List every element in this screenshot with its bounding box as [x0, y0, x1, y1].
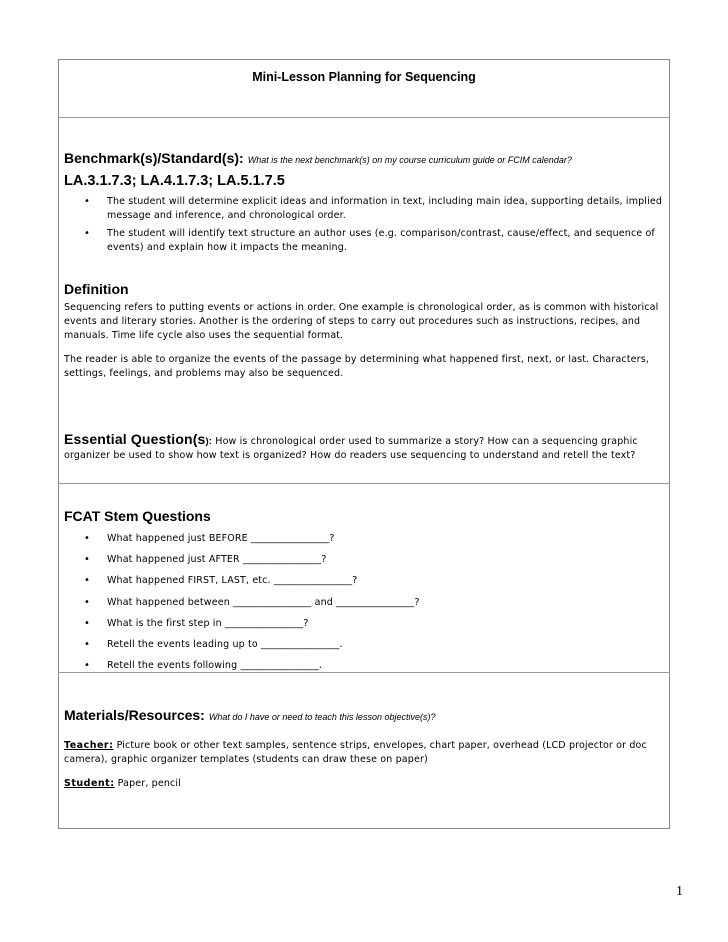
fcat-heading: FCAT Stem Questions [64, 508, 211, 524]
divider-title [58, 117, 670, 118]
list-item: • The student will identify text structure an author uses (e.g. comparison/contrast, cause/effect, and sequence of events) and explain how it impacts the meaning. [84, 228, 655, 253]
teacher-label: Teacher: [64, 740, 114, 751]
list-item: • What happened between ________________ and ________________? [84, 596, 420, 608]
bullet-icon: • [84, 638, 91, 650]
divider-essential [58, 483, 670, 484]
bullet-icon: • [84, 533, 91, 544]
student-materials [64, 777, 668, 791]
list-item: • What happened FIRST, LAST, etc. ________________? [84, 575, 358, 587]
essential-heading: Essential Question(s [64, 431, 206, 447]
essential-text: How is chronological order used to summarize a story? How can a sequencing graphic organizer be used to show how text is organized? How do readers use sequencing to understand and retell the text? [64, 436, 638, 461]
essential-paragraph [64, 432, 668, 463]
page-title: Mini-Lesson Planning for Sequencing [252, 70, 476, 84]
benchmark-section [64, 150, 668, 254]
list-item: • What happened just AFTER ________________? [84, 554, 327, 566]
definition-section [64, 281, 668, 381]
bullet-icon: • [84, 596, 91, 608]
materials-subheading: What do I have or need to teach this lesson objective(s)? [208, 712, 436, 722]
benchmark-subheading: What is the next benchmark(s) on my course curriculum guide or FCIM calendar? [247, 155, 572, 165]
definition-heading: Definition [64, 281, 129, 297]
list-item: • The student will determine explicit ideas and information in text, including main idea, supporting details, implied message and inference, and chronological order. [84, 196, 663, 221]
benchmark-codes: LA.3.1.7.3; LA.4.1.7.3; LA.5.1.7.5 [64, 173, 285, 189]
student-text: Paper, pencil [114, 778, 181, 789]
list-item: • Retell the events leading up to ________________. [84, 638, 343, 650]
list-item: • What happened just BEFORE ________________? [84, 533, 335, 544]
student-label: Student: [64, 778, 115, 789]
fcat-section [64, 508, 668, 673]
bullet-icon: • [84, 660, 91, 672]
materials-section [64, 707, 668, 791]
benchmark-list [64, 195, 668, 254]
materials-heading: Materials/Resources: [64, 707, 205, 723]
bullet-icon: • [84, 554, 91, 566]
bullet-icon: • [84, 575, 91, 587]
benchmark-heading: Benchmark(s)/Standard(s): [64, 150, 244, 166]
teacher-materials [64, 739, 668, 767]
bullet-icon: • [84, 617, 91, 629]
list-item: • What is the first step in ________________? [84, 617, 309, 629]
teacher-text: Picture book or other text samples, sentence strips, envelopes, chart paper, overhead (LCD projector or doc camera), graphic organizer templates (students can draw these on paper) [64, 740, 647, 765]
essential-heading-tail: ): [205, 436, 213, 447]
page-number: 1 [676, 884, 683, 899]
definition-paragraph-2: The reader is able to organize the events of the passage by determining what happened first, next, or last. Characters, settings, feelings, and problems may also be sequenced. [64, 354, 650, 379]
bullet-icon: • [84, 228, 91, 239]
definition-paragraph-1: Sequencing refers to putting events or actions in order. One example is chronological order, as is common with historical events and literary stories. Another is the ordering of steps to carry out procedures such as instructions, recipes, and manuals. Time life cycle also uses the sequential format. [64, 302, 659, 341]
essential-section [64, 432, 668, 463]
fcat-list [64, 532, 668, 673]
list-item: • Retell the events following ________________. [84, 660, 323, 672]
bullet-icon: • [84, 196, 91, 207]
